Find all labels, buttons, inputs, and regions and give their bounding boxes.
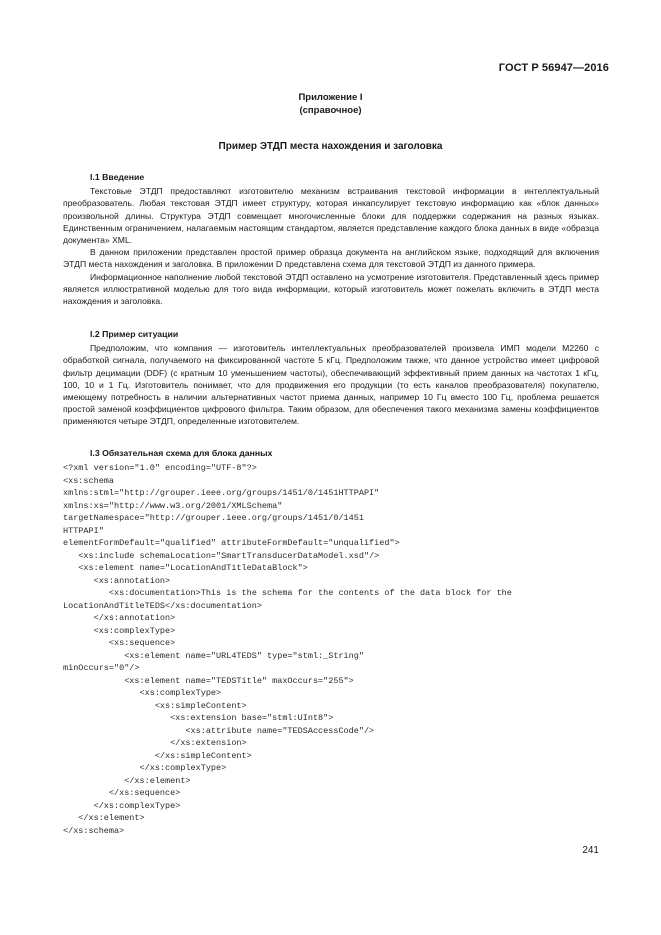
code-line: xmlns:stml="http://grouper.ieee.org/groups/1451/0/1451HTTPAPI" [63, 488, 380, 499]
code-line: <xs:complexType> [63, 625, 176, 636]
code-line: </xs:sequence> [63, 788, 181, 799]
code-line: </xs:annotation> [63, 613, 176, 624]
code-line: <xs:complexType> [63, 688, 222, 699]
code-line: <xs:annotation> [63, 575, 171, 586]
section-mandatory-schema [63, 447, 599, 837]
code-line: HTTPAPI" [63, 525, 104, 536]
section-example-situation [63, 328, 599, 428]
code-line: </xs:complexType> [63, 800, 181, 811]
code-line: xmlns:xs="http://www.w3.org/2001/XMLSchema" [63, 500, 283, 511]
code-line: minOccurs="0"/> [63, 663, 140, 674]
code-line: <xs:schema [63, 475, 115, 486]
code-line: <xs:element name="LocationAndTitleDataBlock"> [63, 563, 308, 574]
code-line: </xs:schema> [63, 825, 125, 836]
paragraph: Информационное наполнение любой текстовой ЭТДП оставлено на усмотрение изготовителя. Представленный здесь пример является иллюстративной моделью для того вида информации, который изготовитель может пожелать включить в ЭТДП места нахождения и заголовка. [63, 271, 599, 307]
code-line: <xs:include schemaLocation="SmartTransducerDataModel.xsd"/> [63, 550, 380, 561]
xml-code-block [63, 462, 599, 837]
appendix-subtitle: (справочное) [299, 104, 362, 116]
code-line: </xs:extension> [63, 738, 247, 749]
code-line: <xs:attribute name="TEDSAccessCode"/> [63, 725, 375, 736]
page-number: 241 [582, 845, 599, 856]
code-line: </xs:element> [63, 775, 191, 786]
paragraph: В данном приложении представлен простой пример образца документа на английском языке, подходящий для включения ЭТДП места нахождения и заголовка. В приложении D представлена схема для текстовой ЭТДП из данного примера. [63, 247, 599, 270]
code-line: </xs:element> [63, 813, 145, 824]
page-title: Пример ЭТДП места нахождения и заголовка [218, 141, 443, 152]
code-line: <xs:element name="TEDSTitle" maxOccurs="255"> [63, 675, 354, 686]
standard-header: ГОСТ Р 56947—2016 [498, 62, 609, 74]
section-heading: I.1 Введение [90, 172, 145, 182]
code-line: <xs:documentation>This is the schema for the contents of the data block for the [63, 588, 512, 599]
code-line: elementFormDefault="qualified" attributeFormDefault="unqualified"> [63, 538, 400, 549]
code-line: <xs:sequence> [63, 638, 176, 649]
paragraph: Текстовые ЭТДП предоставляют изготовителю механизм встраивания текстовой информации в интеллектуальный преобразователь. Любая текстовая ЭТДП имеет структуру, которая инкапсулирует текстовую информацию как «блок данных» произвольной длины. Структура ЭТДП совмещает многочисленные блоки для поддержки содержания на разных языках. Единственным ограничением, налагаемым настоящим стандартом, является представление каждого блока данных в виде «образца документа» XML. [63, 186, 599, 246]
appendix-heading [0, 92, 661, 117]
code-line: <xs:extension base="stml:UInt8"> [63, 713, 334, 724]
code-line: targetNamespace="http://grouper.ieee.org/groups/1451/0/1451 [63, 513, 364, 524]
appendix-title: Приложение I [298, 92, 363, 103]
code-line: <xs:simpleContent> [63, 700, 247, 711]
code-line: <xs:element name="URL4TEDS" type="stml:_String" [63, 650, 364, 661]
code-line: </xs:complexType> [63, 763, 227, 774]
section-heading: I.3 Обязательная схема для блока данных [90, 448, 273, 458]
code-line: LocationAndTitleTEDS</xs:documentation> [63, 600, 262, 611]
section-introduction [63, 171, 599, 307]
paragraph: Предположим, что компания — изготовитель интеллектуальных преобразователей произвела ИМП модели M2260 с обработкой сигнала, получаемого на фиксированной частоте 5 кГц. Предположим также, что данное устройство имеет цифровой фильтр децимации (DDF) (с кратным 10 уменьшением частоты), обеспечивающий эффективный прием данных на частотах 1 кГц, 100, 10 и 1 Гц. Изготовитель понимает, что для продвижения его продукции (то есть каналов преобразователя) покупателю, имеющему потребность в наличии альтернативных частот приема данных, например 10 Гц вместо 100 Гц, проблема решается простой заменой коэффициентов цифрового фильтра. Таким образом, для обеспечения такого механизма замены коэффициентов применяются четыре ЭТДП, определенные изготовителем. [63, 343, 599, 427]
code-line: </xs:simpleContent> [63, 750, 252, 761]
code-line: <?xml version="1.0" encoding="UTF-8"?> [63, 463, 257, 474]
section-heading: I.2 Пример ситуации [90, 329, 179, 339]
